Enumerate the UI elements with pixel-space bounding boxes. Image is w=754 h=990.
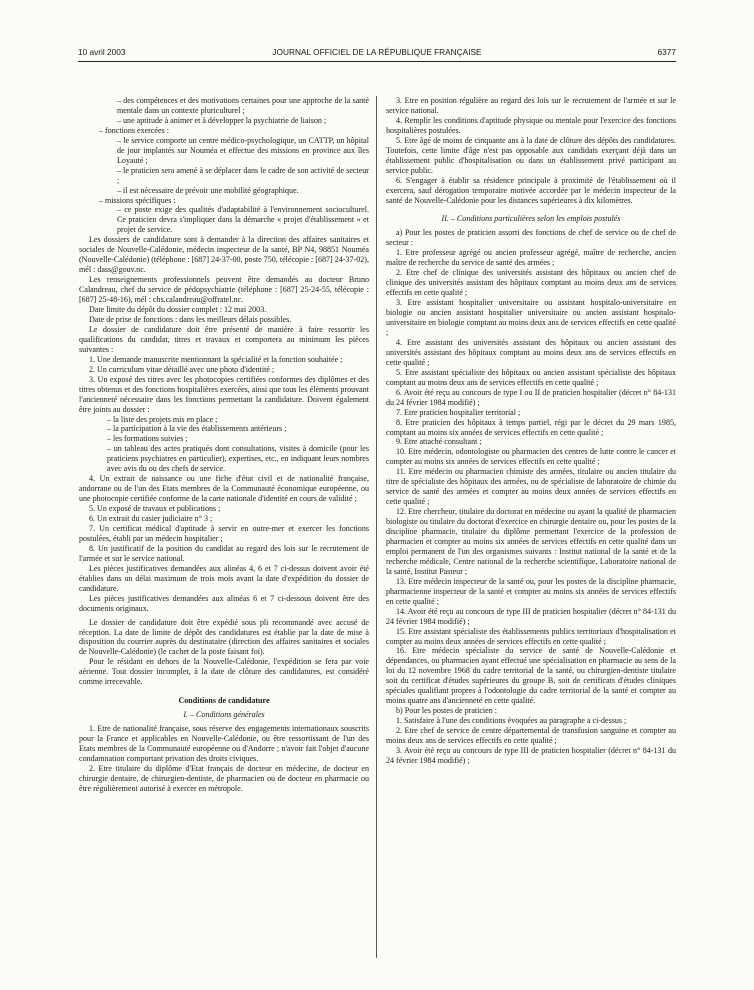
paragraph: Le dossier de candidature doit être expédié sous pli recommandé avec accusé de réception. La date de limite de dépôt des candidatures est établie par la date de mise à disposition du courrier auprès du destinataire (direction des affaires sanitaires et sociales de Nouvelle-Calédonie) (le cachet de la poste faisant foi).	[79, 617, 369, 657]
paragraph: Date de prise de fonctions : dans les meilleurs délais possibles.	[89, 314, 292, 324]
paragraph: 2. Etre titulaire du diplôme d'Etat français de docteur en médecine, de docteur en chirurgie dentaire, de chirurgien-dentiste, de pharmacien ou de docteur en pharmacie ou être régulièrement autorisé à exercer en métropole.	[79, 763, 369, 793]
paragraph: 16. Etre médecin spécialiste du service de santé de Nouvelle-Calédonie et dépendances, ou pharmacien ayant effectué une spécialisation en pharmacie au sens de la loi du 12 novembre 1968 du cadre territorial de la santé, ou chirurgien-dentiste titulaire soit du certificat d'études supérieures du groupe B, soit de certificats d'études cliniques spéciales qualifiant propres à l'odontologie du cadre territorial de la santé et compter au moins quatre ans d'ancienneté en cette qualité.	[386, 646, 676, 706]
paragraph: – fonctions exercées :	[99, 125, 169, 135]
paragraph: – ce poste exige des qualités d'adaptabilité à l'environnement socioculturel. Ce praticien devra s'impliquer dans la démarche « projet d'établissement » et projet de service.	[117, 205, 369, 235]
paragraph: 5. Un exposé de travaux et publications ;	[89, 504, 221, 514]
paragraph: – les formations suivies ;	[107, 434, 188, 444]
paragraph: – missions spécifiques :	[99, 195, 176, 205]
header-rule	[78, 61, 676, 62]
paragraph: 3. Avoir été reçu au concours de type III de praticien hospitalier (décret n° 84-131 du 24 février 1984 modifié) ;	[386, 746, 676, 765]
page-number: 6377	[657, 47, 676, 57]
paragraph: 3. Etre assistant hospitalier universitaire ou assistant hospitalo-universitaire en biologie ou ancien assistant hospitalier universitaire ou ancien assistant hospitalo-universitaire en biologie comptant au moins deux ans de services effectifs en cette qualité ;	[386, 298, 676, 337]
paragraph: 3. Etre en position régulière au regard des lois sur le recrutement de l'armée et sur le service national.	[386, 96, 676, 115]
paragraph: – une aptitude à animer et à développer la psychiatrie de liaison ;	[117, 115, 327, 125]
paragraph: 1. Etre professeur agrégé ou ancien professeur agrégé, maître de recherche, ancien maître de recherche du service de santé des armées ;	[386, 248, 676, 268]
paragraph: 11. Etre médecin ou pharmacien chimiste des armées, titulaire ou ancien titulaire du titre de spécialiste des hôpitaux des armées, ou de spécialiste de laboratoire de chimie du service de santé des armées et compter au moins deux années de services effectifs en cette qualité ;	[386, 467, 676, 507]
paragraph: – le praticien sera amené à se déplacer dans le cadre de son activité de secteur ;	[117, 165, 369, 185]
paragraph: b) Pour les postes de praticien :	[396, 706, 498, 716]
paragraph: 2. Un curriculum vitae détaillé avec une photo d'identité ;	[89, 364, 275, 374]
paragraph: – un tableau des actes pratiqués dont consultations, visites à domicile (pour les praticiens psychiatres en particulier), expertises, etc., en indiquant leurs nombres avec avis du ou des chefs de service.	[107, 444, 369, 474]
paragraph: Les pièces justificatives demandées aux alinéas 6 et 7 ci-dessous doivent être des documents originaux.	[79, 593, 369, 613]
paragraph: – la liste des projets mis en place ;	[107, 414, 218, 424]
paragraph: 6. Avoir été reçu au concours de type I ou II de praticien hospitalier (décret n° 84-131 du 24 février 1984 modifié) ;	[386, 387, 676, 407]
left-column	[79, 96, 369, 794]
paragraph: 2. Etre chef de service de centre départemental de transfusion sanguine et compter au moins deux ans de services effectifs en cette qualité ;	[386, 726, 676, 746]
paragraph: a) Pour les postes de praticien assorti des fonctions de chef de service ou de chef de secteur :	[386, 228, 676, 248]
journal-title: JOURNAL OFFICIEL DE LA RÉPUBLIQUE FRANÇAISE	[272, 47, 482, 57]
paragraph: 8. Etre praticien des hôpitaux à temps partiel, régi par le décret du 29 mars 1985, comptant au moins six années de services effectifs en cette qualité ;	[386, 417, 676, 437]
paragraph: 1. Une demande manuscrite mentionnant la spécialité et la fonction souhaitée ;	[89, 354, 343, 364]
section-heading: I. – Conditions générales	[183, 710, 265, 720]
issue-date: 10 avril 2003	[78, 47, 126, 57]
paragraph: 8. Un justificatif de la position du candidat au regard des lois sur le recrutement de l'armée et sur le service national.	[79, 543, 369, 563]
paragraph: 15. Etre assistant spécialiste des établissements publics territoriaux d'hospitalisation et compter au moins deux années de services effectifs en cette qualité ;	[386, 626, 676, 646]
paragraph: 6. Un extrait du casier judiciaire n° 3 ;	[89, 514, 213, 524]
paragraph: 4. Un extrait de naissance ou une fiche d'état civil et de nationalité française, andorrane ou de l'un des Etats membres de la Communauté économique européenne, ou une photocopie certifiée conforme de la carte nationale d'identité en cours de validité ;	[79, 474, 369, 504]
paragraph: 6. S'engager à établir sa résidence principale à proximité de l'établissement où il exercera, sauf dérogation temporaire motivée accordée par le médecin inspecteur de la santé de Nouvelle-Calédonie pour les distances supérieures à dix kilomètres.	[386, 175, 676, 205]
paragraph: 1. Etre de nationalité française, sous réserve des engagements internationaux souscrits pour la France et applicables en Nouvelle-Calédonie, ou être ressortissant de l'un des Etats membres de la Communauté européenne ou d'Andorre ; n'avoir fait l'objet d'aucune condamnation comportant privation des droits civiques.	[79, 724, 369, 763]
column-divider	[376, 96, 377, 958]
paragraph: 14. Avoir été reçu au concours de type III de praticien hospitalier (décret n° 84-131 du 24 février 1984 modifié) ;	[386, 606, 676, 626]
section-heading: Conditions de candidature	[178, 696, 270, 706]
paragraph: 3. Un exposé des titres avec les photocopies certifiées conformes des diplômes et des titres obtenus et des fonctions hospitalières exercées, ainsi que tous les éléments prouvant l'ancienneté nécessaire dans les fonctions permettant la candidature. Doivent également être joints au dossier :	[79, 374, 369, 414]
paragraph: Les dossiers de candidature sont à demander à la direction des affaires sanitaires et sociales de Nouvelle-Calédonie, médecin inspecteur de la santé, BP N4, 98851 Nouméa (Nouvelle-Calédonie) (téléphone : [687] 24-37-00, poste 750, télécopie : [687] 24-37-02), mél : dass@gouv.nc.	[79, 235, 369, 275]
paragraph: 1. Satisfaire à l'une des conditions évoquées au paragraphe a ci-dessus ;	[396, 716, 627, 726]
section-heading: II. – Conditions particulières selon les emplois postulés	[441, 214, 621, 224]
paragraph: – des compétences et des motivations certaines pour une approche de la santé mentale dans un contexte pluriculturel ;	[117, 96, 369, 115]
paragraph: Date limite du dépôt du dossier complet : 12 mai 2003.	[89, 305, 267, 315]
paragraph: – le service comporte un centre médico-psychologique, un CATTP, un hôpital de jour implantés sur Nouméa et effectue des missions en province aux îles Loyauté ;	[117, 135, 369, 165]
paragraph: 7. Un certificat médical d'aptitude à servir en outre-mer et exercer les fonctions postulées, établi par un médecin hospitalier ;	[79, 523, 369, 543]
paragraph: 4. Etre assistant des universités assistant des hôpitaux ou ancien assistant des universités assistant des hôpitaux comptant au moins deux ans de services effectifs en cette qualité ;	[386, 337, 676, 367]
paragraph: Pour le résidant en dehors de la Nouvelle-Calédonie, l'expédition se fera par voie aérienne. Tout dossier incomplet, à la date de clôture des candidatures, est considéré comme irrecevable.	[79, 657, 369, 687]
paragraph: Les pièces justificatives demandées aux alinéas 4, 6 et 7 ci-dessus doivent avoir été établies dans un délai maximum de trois mois avant la date d'expédition du dossier de candidature.	[79, 563, 369, 593]
paragraph: 13. Etre médecin inspecteur de la santé ou, pour les postes de la discipline pharmacie, pharmacienne inspecteur de la santé et compter au moins six années de services effectifs en cette qualité ;	[386, 576, 676, 606]
paragraph: 12. Etre chercheur, titulaire du doctorat en médecine ou ayant la qualité de pharmacien biologiste ou titulaire du doctorat d'exercice en chirurgie dentaire ou, pour les postes de la discipline pharmacie, titulaire du diplôme permettant l'exercice de la profession de pharmacien et compter au moins six années de services effectifs en cette qualité dans un emploi permanent de l'un des organismes suivants : Institut national de la santé et de la recherche médicale, Centre national de la recherche scientifique, Laboratoire national de la santé, Institut Pasteur ;	[386, 507, 676, 576]
paragraph: 10. Etre médecin, odontologiste ou pharmacien des centres de lutte contre le cancer et compter au moins six années de services effectifs en cette qualité ;	[386, 447, 676, 467]
paragraph: 7. Etre praticien hospitalier territorial ;	[396, 407, 521, 417]
paragraph: 5. Etre assistant spécialiste des hôpitaux ou ancien assistant spécialiste des hôpitaux comptant au moins deux ans de services effectifs en cette qualité ;	[386, 367, 676, 387]
paragraph: 4. Remplir les conditions d'aptitude physique ou mentale pour l'exercice des fonctions hospitalières postulées.	[386, 115, 676, 135]
paragraph: 9. Etre attaché consultant ;	[396, 437, 482, 447]
paragraph: 2. Etre chef de clinique des universités assistant des hôpitaux ou ancien chef de clinique des universités assistant des hôpitaux comptant au moins deux ans de services effectifs en cette qualité ;	[386, 268, 676, 298]
right-column	[386, 96, 676, 766]
paragraph: – il est nécessaire de prévoir une mobilité géographique.	[117, 185, 299, 195]
paragraph: Le dossier de candidature doit être présenté de manière à faire ressortir les qualifications du candidat, titres et travaux et comportera au minimum les pièces suivantes :	[79, 324, 369, 354]
page-header	[78, 47, 676, 59]
paragraph: – la participation à la vie des établissements antérieurs ;	[107, 424, 287, 434]
paragraph: Les renseignements professionnels peuvent être demandés au docteur Bruno Calandreau, chef du service de pédopsychiatrie (téléphone : [687] 25-24-55, télécopie : [687] 25-48-16), mél : chs.calandreau@offratel.nc.	[79, 275, 369, 305]
paragraph: 5. Etre âgé de moins de cinquante ans à la date de clôture des dépôts des candidatures. Toutefois, cette limite d'âge n'est pas opposable aux candidats exerçant déjà dans un établissement public d'hospitalisation ou dans un établissement privé participant au service public.	[386, 135, 676, 175]
